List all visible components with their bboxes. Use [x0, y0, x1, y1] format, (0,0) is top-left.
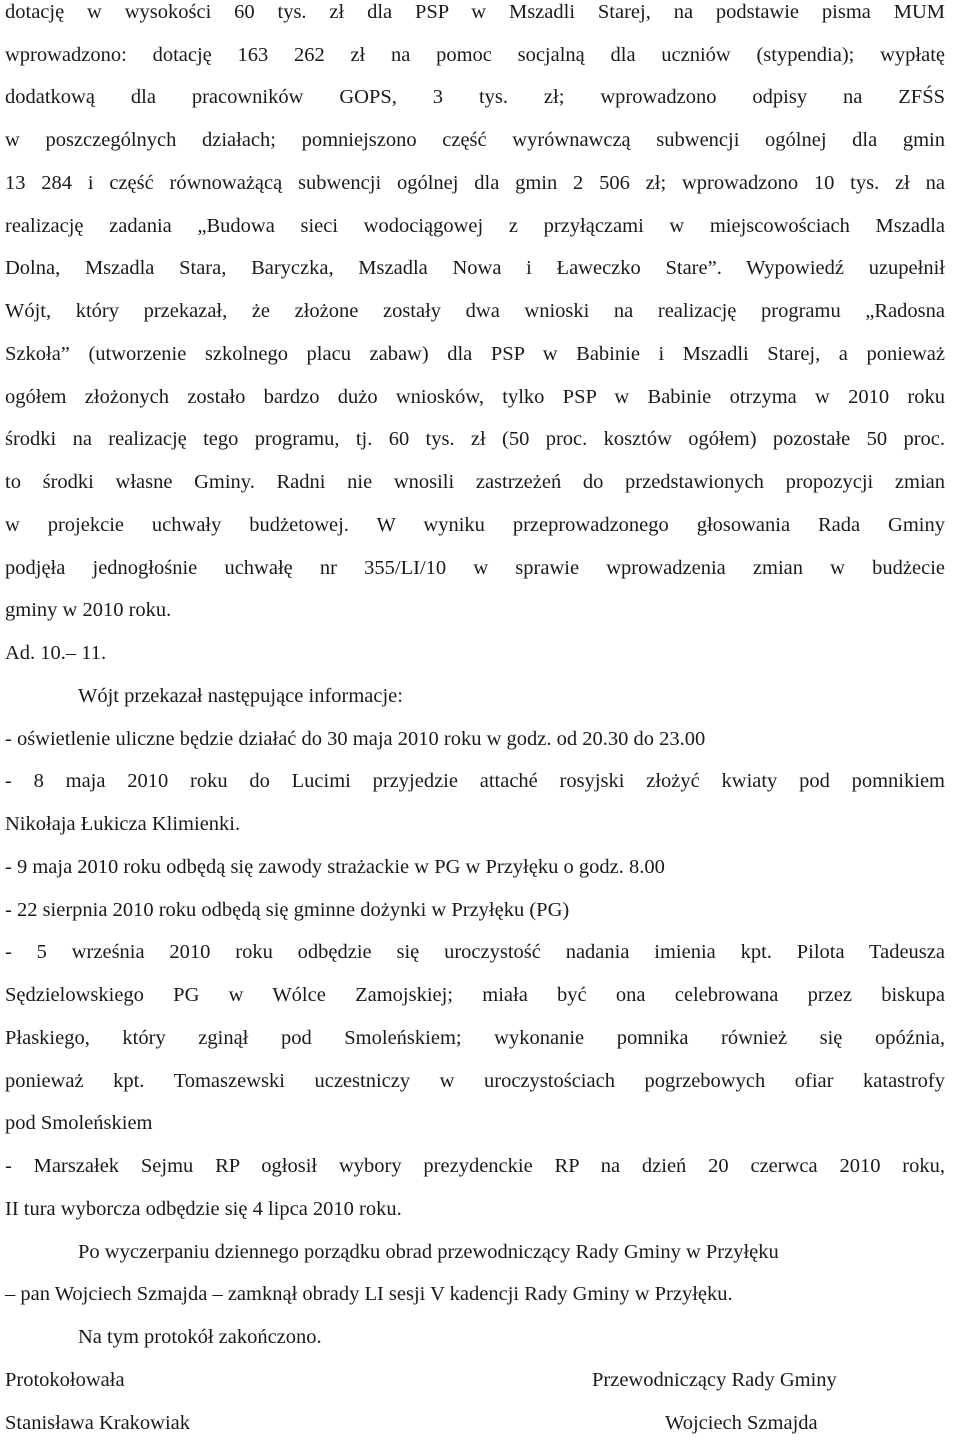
- info-line: - 9 maja 2010 roku odbędą się zawody strażackie w PG w Przyłęku o godz. 8.00: [5, 856, 665, 878]
- signature-right-name: Wojciech Szmajda: [665, 1412, 818, 1434]
- text-line: to środki własne Gminy. Radni nie wnosili zastrzeżeń do przedstawionych propozycji zmian: [5, 471, 945, 493]
- info-line: II tura wyborcza odbędzie się 4 lipca 2010 roku.: [5, 1198, 402, 1220]
- info-line: - 5 września 2010 roku odbędzie się uroczystość nadania imienia kpt. Pilota Tadeusza: [5, 941, 945, 963]
- info-line: - oświetlenie uliczne będzie działać do 30 maja 2010 roku w godz. od 20.30 do 23.00: [5, 728, 706, 750]
- text-line: 13 284 i część równoważącą subwencji ogólnej dla gmin 2 506 zł; wprowadzono 10 tys. zł na: [5, 172, 945, 194]
- text-line: w poszczególnych działach; pomniejszono część wyrównawczą subwencji ogólnej dla gmin: [5, 129, 945, 151]
- text-line: ogółem złożonych zostało bardzo dużo wniosków, tylko PSP w Babinie otrzyma w 2010 roku: [5, 386, 945, 408]
- text-line: dodatkową dla pracowników GOPS, 3 tys. zł; wprowadzono odpisy na ZFŚS: [5, 86, 945, 108]
- closing-line: Po wyczerpaniu dziennego porządku obrad przewodniczący Rady Gminy w Przyłęku: [78, 1241, 779, 1263]
- signature-left-name: Stanisława Krakowiak: [5, 1412, 191, 1434]
- text-line: w projekcie uchwały budżetowej. W wyniku przeprowadzonego głosowania Rada Gminy: [5, 514, 945, 536]
- info-line: Nikołaja Łukicza Klimienki.: [5, 813, 241, 835]
- info-line: ponieważ kpt. Tomaszewski uczestniczy w uroczystościach pogrzebowych ofiar katastrofy: [5, 1070, 945, 1092]
- info-line: Płaskiego, który zginął pod Smoleńskiem; wykonanie pomnika również się opóźnia,: [5, 1027, 945, 1049]
- text-line: środki na realizację tego programu, tj. 60 tys. zł (50 proc. kosztów ogółem) pozostałe 50 proc.: [5, 428, 945, 450]
- closing-line: – pan Wojciech Szmajda – zamknął obrady LI sesji V kadencji Rady Gminy w Przyłęku.: [5, 1283, 733, 1305]
- info-line: pod Smoleńskiem: [5, 1112, 153, 1134]
- info-line: - 8 maja 2010 roku do Lucimi przyjedzie attaché rosyjski złożyć kwiaty pod pomnikiem: [5, 770, 945, 792]
- section-heading: Ad. 10.– 11.: [5, 642, 107, 664]
- signature-right-role: Przewodniczący Rady Gminy: [592, 1369, 837, 1391]
- text-line: Wójt, który przekazał, że złożone zostały dwa wnioski na realizację programu „Radosna: [5, 300, 945, 322]
- text-line: gminy w 2010 roku.: [5, 599, 172, 621]
- info-line: - 22 sierpnia 2010 roku odbędą się gminne dożynki w Przyłęku (PG): [5, 899, 570, 921]
- text-line: wprowadzono: dotację 163 262 zł na pomoc socjalną dla uczniów (stypendia); wypłatę: [5, 44, 945, 66]
- final-note: Na tym protokół zakończono.: [78, 1326, 322, 1348]
- text-line: podjęła jednogłośnie uchwałę nr 355/LI/10 w sprawie wprowadzenia zmian w budżecie: [5, 557, 945, 579]
- text-line: Szkoła” (utworzenie szkolnego placu zabaw) dla PSP w Babinie i Mszadli Starej, a ponieważ: [5, 343, 945, 365]
- text-line: realizację zadania „Budowa sieci wodociągowej z przyłączami w miejscowościach Mszadla: [5, 215, 945, 237]
- intro-text: Wójt przekazał następujące informacje:: [78, 685, 403, 707]
- text-line: dotację w wysokości 60 tys. zł dla PSP w Mszadli Starej, na podstawie pisma MUM: [5, 1, 945, 23]
- info-line: Sędzielowskiego PG w Wólce Zamojskiej; miała być ona celebrowana przez biskupa: [5, 984, 945, 1006]
- info-line: - Marszałek Sejmu RP ogłosił wybory prezydenckie RP na dzień 20 czerwca 2010 roku,: [5, 1155, 945, 1177]
- signature-left-role: Protokołowała: [5, 1369, 125, 1391]
- text-line: Dolna, Mszadla Stara, Baryczka, Mszadla Nowa i Ławeczko Stare”. Wypowiedź uzupełnił: [5, 257, 945, 279]
